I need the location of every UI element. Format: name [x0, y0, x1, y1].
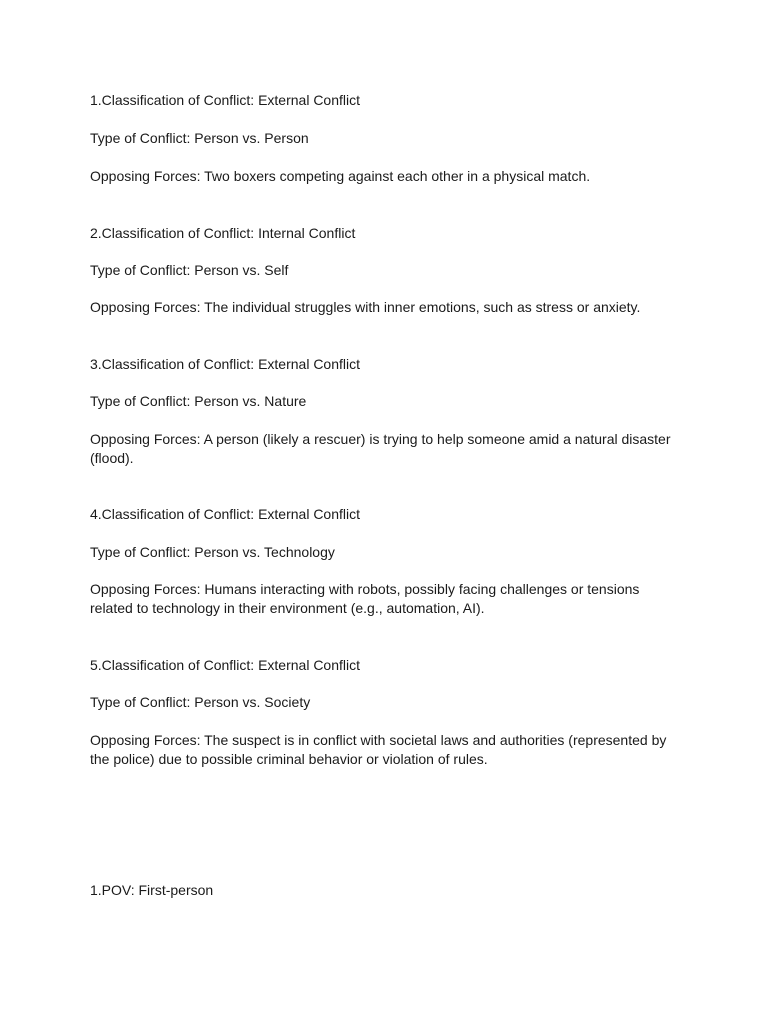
entry-1-type: Type of Conflict: Person vs. Person — [90, 130, 309, 146]
entry-3-classification: 3.Classification of Conflict: External Conflict — [90, 356, 360, 372]
entry-1-opposing-forces: Opposing Forces: Two boxers competing against each other in a physical match. — [90, 168, 591, 184]
pov-line: 1.POV: First-person — [90, 882, 214, 898]
entry-4-classification: 4.Classification of Conflict: External Conflict — [90, 506, 360, 522]
entry-5-type: Type of Conflict: Person vs. Society — [90, 694, 311, 710]
entry-4-opposing-forces: Opposing Forces: Humans interacting with robots, possibly facing challenges or tensions related to technology in their environment (e.g., automation, AI). — [90, 581, 640, 616]
entry-2-classification: 2.Classification of Conflict: Internal Conflict — [90, 225, 356, 241]
entry-2-opposing-forces: Opposing Forces: The individual struggles with inner emotions, such as stress or anxiety. — [90, 299, 641, 315]
entry-4-type: Type of Conflict: Person vs. Technology — [90, 544, 335, 560]
entry-5-classification: 5.Classification of Conflict: External Conflict — [90, 657, 360, 673]
entry-2-type: Type of Conflict: Person vs. Self — [90, 262, 289, 278]
entry-3-opposing-forces: Opposing Forces: A person (likely a rescuer) is trying to help someone amid a natural disaster (flood). — [90, 431, 671, 466]
entry-3-type: Type of Conflict: Person vs. Nature — [90, 393, 307, 409]
entry-5-opposing-forces: Opposing Forces: The suspect is in conflict with societal laws and authorities (represented by the police) due to possible criminal behavior or violation of rules. — [90, 732, 667, 767]
entry-1-classification: 1.Classification of Conflict: External Conflict — [90, 92, 360, 108]
